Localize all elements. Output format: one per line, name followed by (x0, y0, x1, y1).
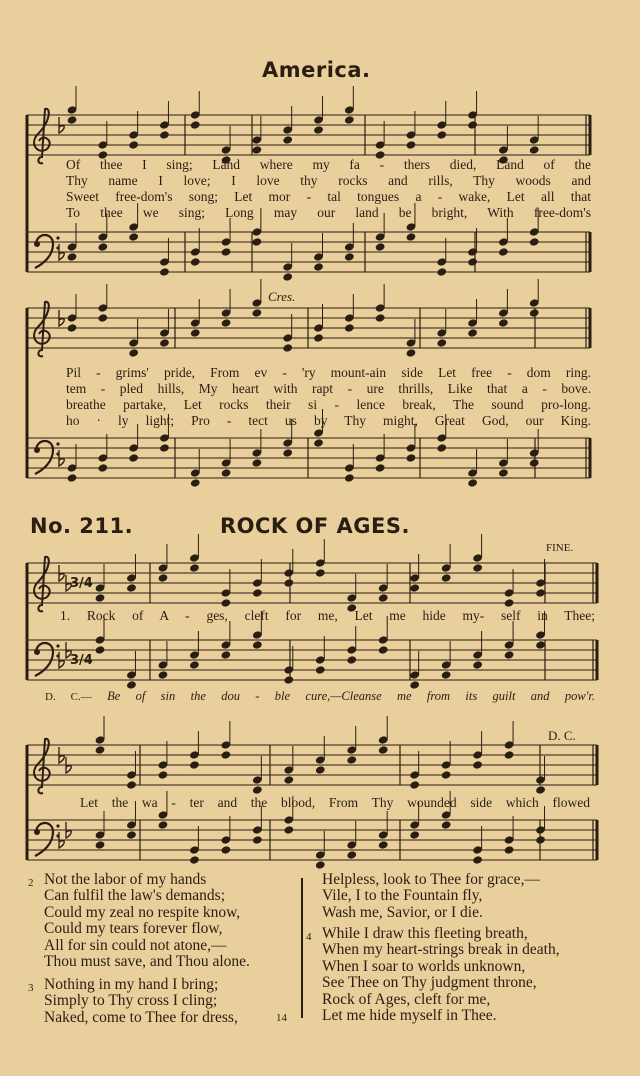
note-head (436, 338, 447, 348)
note-head (472, 855, 483, 865)
note-head (504, 650, 515, 660)
note-head (436, 443, 447, 453)
note-head (344, 323, 355, 333)
note-head (346, 850, 357, 860)
note-head (97, 463, 108, 473)
verse-2 (28, 872, 250, 970)
note-head (221, 468, 232, 478)
bass-clef-dot (34, 241, 40, 247)
verse-line: Naked, come to Thee for dress, (44, 1008, 238, 1026)
note-head (467, 478, 478, 488)
note-head (283, 775, 294, 785)
note-head (283, 578, 294, 588)
note-head (251, 237, 262, 247)
verse-line: When my heart-strings break in death, (322, 941, 560, 959)
verse-line: Rock of Ages, cleft for me, (322, 990, 491, 1008)
note-head (189, 760, 200, 770)
note-head (441, 670, 452, 680)
note-head (159, 338, 170, 348)
america-lyrics-system-1 (66, 157, 591, 221)
note-head (283, 675, 294, 685)
verse-line: All for sin could not atone,— (44, 936, 227, 954)
note-head (282, 135, 293, 145)
fine-mark: FINE. (546, 542, 574, 554)
note-head (283, 825, 294, 835)
note-head (189, 660, 200, 670)
hymn-title-rock-of-ages: ROCK OF AGES. (220, 514, 410, 538)
verse-number: 2 (28, 877, 34, 889)
note-head (378, 645, 389, 655)
note-head (378, 840, 389, 850)
lyric-line: breathe partake, Let rocks their si - lence break, The sound pro-long. (66, 397, 591, 412)
note-head (529, 458, 540, 468)
note-head (529, 237, 540, 247)
verse-line: Wash me, Savior, or I die. (322, 903, 483, 921)
note-head (126, 780, 137, 790)
note-head (375, 463, 386, 473)
note-head (128, 453, 139, 463)
note-head (498, 247, 509, 257)
note-head (315, 665, 326, 675)
page-number: 14 (276, 1012, 287, 1024)
note-head (190, 120, 201, 130)
note-head (467, 328, 478, 338)
note-head (128, 348, 139, 358)
note-head (159, 443, 170, 453)
bass-clef-dot (34, 649, 40, 655)
note-head (282, 272, 293, 282)
dc-mark: D. C. (548, 728, 576, 743)
note-head (472, 760, 483, 770)
note-head (504, 750, 515, 760)
bass-clef-dot (56, 824, 59, 827)
dc-line (45, 689, 595, 704)
note-head (529, 308, 540, 318)
note-head (220, 750, 231, 760)
note-head (97, 242, 108, 252)
note-head (467, 120, 478, 130)
note-head (346, 655, 357, 665)
verse-line: Not the labor of my hands (44, 871, 207, 888)
note-head (406, 232, 417, 242)
verse-line: See Thee on Thy judgment throne, (322, 974, 537, 992)
note-head (498, 318, 509, 328)
note-head (313, 333, 324, 343)
note-head (158, 573, 169, 583)
note-head (159, 267, 170, 277)
america-lyrics-system-2 (66, 365, 591, 429)
note-head (375, 313, 386, 323)
note-head (409, 830, 420, 840)
note-head (344, 473, 355, 483)
lyric-line: Pil - grims' pride, From ev - 'ry mount-ain side Let free - dom ring. (66, 365, 591, 380)
note-head (406, 348, 417, 358)
note-head (406, 140, 417, 150)
note-head (467, 257, 478, 267)
dc-label: D. C.— (45, 691, 92, 703)
note-head (441, 770, 452, 780)
note-head (126, 583, 137, 593)
note-head (472, 563, 483, 573)
note-head (252, 835, 263, 845)
note-head (95, 840, 106, 850)
hymn-title-america: America. (262, 58, 371, 82)
note-head (535, 785, 546, 795)
verse-line: While I draw this fleeting breath, (322, 925, 528, 942)
verse-number: 4 (306, 931, 312, 943)
note-head (97, 313, 108, 323)
note-head (344, 252, 355, 262)
bass-clef-dot (34, 447, 40, 453)
note-head (504, 598, 515, 608)
note-head (378, 745, 389, 755)
bass-clef-dot (56, 236, 59, 239)
note-head (190, 257, 201, 267)
note-head (190, 328, 201, 338)
note-head (95, 593, 106, 603)
note-head (498, 468, 509, 478)
crescendo-mark: Cres. (268, 289, 296, 304)
bass-clef-dot (34, 829, 40, 835)
note-head (189, 855, 200, 865)
note-head (535, 640, 546, 650)
note-head (252, 588, 263, 598)
lyric-line: tem - pled hills, My heart with rapt - ure thrills, Like that a - bove. (66, 381, 591, 396)
note-head (220, 650, 231, 660)
note-head (406, 453, 417, 463)
note-head (529, 145, 540, 155)
verse-3-continued (306, 872, 540, 921)
lyric-line: Thy name I love; I love thy rocks and rills, Thy woods and (66, 173, 591, 188)
note-head (315, 860, 326, 870)
note-head (441, 820, 452, 830)
note-head (251, 308, 262, 318)
note-head (344, 115, 355, 125)
note-head (158, 670, 169, 680)
note-head (221, 318, 232, 328)
note-head (282, 448, 293, 458)
dc-lyric: Be of sin the dou - ble cure,—Cleanse me from its guilt and pow'r. (107, 689, 596, 703)
lyric-line: ho · ly light; Pro - tect us by Thy might, Great God, our King. (66, 413, 591, 428)
verse-line: Helpless, look to Thee for grace,— (322, 871, 540, 888)
verse-4 (306, 926, 560, 1024)
note-head (128, 140, 139, 150)
verse-line: Could my tears forever flow, (44, 920, 223, 938)
note-head (535, 588, 546, 598)
rock-lyric-system-2: Let the wa - ter and the blood, From Thy wounded side which flowed (80, 795, 590, 810)
note-head (251, 145, 262, 155)
note-head (252, 640, 263, 650)
verse-line: Let me hide myself in Thee. (322, 1007, 497, 1025)
note-head (282, 343, 293, 353)
note-head (158, 820, 169, 830)
bass-clef-dot (56, 644, 59, 647)
verse-line: When I soar to worlds unknown, (322, 957, 526, 975)
hymn-number: No. 211. (30, 514, 134, 538)
verse-line: Nothing in my hand I bring; (44, 976, 219, 993)
note-head (67, 323, 78, 333)
note-head (535, 835, 546, 845)
lyric-line: Sweet free-dom's song; Let mor - tal tongues a - wake, Let all that (66, 189, 591, 204)
note-head (190, 478, 201, 488)
note-head (504, 845, 515, 855)
note-head (67, 473, 78, 483)
note-head (67, 252, 78, 262)
note-head (378, 593, 389, 603)
time-signature-bass: 3/4 (70, 653, 93, 668)
verse-number: 3 (28, 982, 34, 994)
note-head (313, 262, 324, 272)
note-head (95, 745, 106, 755)
note-head (220, 598, 231, 608)
verse-line: Can fulfil the law's demands; (44, 887, 226, 905)
note-head (221, 247, 232, 257)
lyric-line: To thee we sing; Long may our land be bright, With free-dom's (66, 205, 591, 220)
note-head (126, 830, 137, 840)
note-head (251, 458, 262, 468)
column-divider (301, 878, 303, 1018)
note-head (128, 232, 139, 242)
note-head (436, 267, 447, 277)
note-head (375, 242, 386, 252)
note-head (67, 115, 78, 125)
verse-line: Thou must save, and Thou alone. (44, 953, 250, 971)
verse-line: Could my zeal no respite know, (44, 903, 241, 921)
time-signature-treble: 3/4 (70, 576, 93, 591)
rock-lyric-system-1: 1. Rock of A - ges, cleft for me, Let me hide my- self in Thee; (60, 608, 595, 623)
bass-clef-dot (56, 442, 59, 445)
note-head (95, 645, 106, 655)
note-head (189, 563, 200, 573)
note-head (313, 438, 324, 448)
note-head (252, 785, 263, 795)
note-head (441, 573, 452, 583)
note-head (346, 755, 357, 765)
note-head (158, 770, 169, 780)
note-head (436, 130, 447, 140)
verse-3 (28, 977, 238, 1026)
note-head (409, 780, 420, 790)
note-head (220, 845, 231, 855)
lyric-line: Of thee I sing; Land where my fa - thers died, Land of the (66, 157, 591, 172)
note-head (409, 583, 420, 593)
note-head (315, 765, 326, 775)
verse-line: Simply to Thy cross I cling; (44, 992, 218, 1010)
note-head (315, 568, 326, 578)
note-head (313, 125, 324, 135)
note-head (159, 130, 170, 140)
note-head (472, 660, 483, 670)
verse-line: Vile, I to the Fountain fly, (322, 887, 483, 905)
